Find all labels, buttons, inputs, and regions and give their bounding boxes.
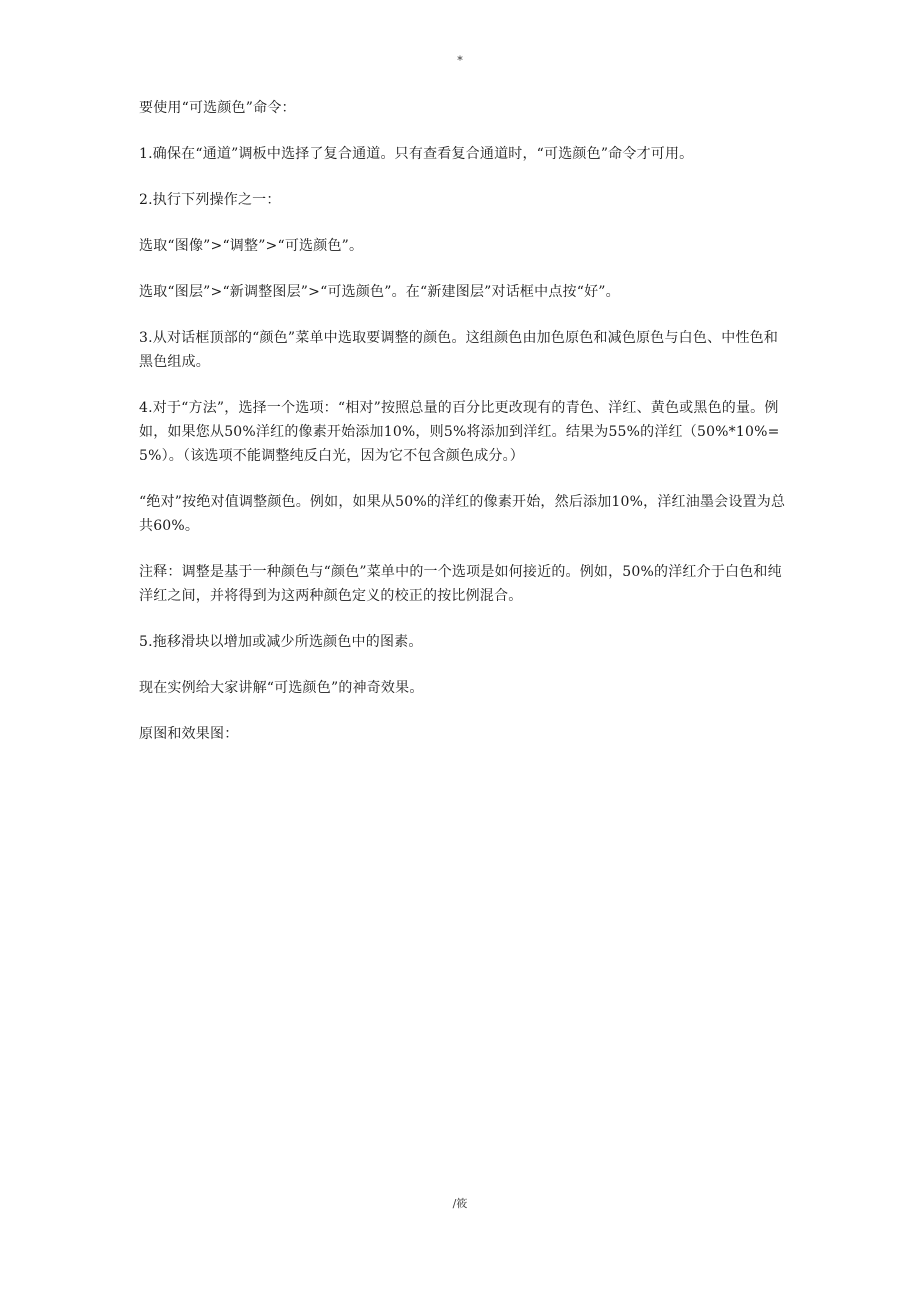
menu-path-image: 选取“图像”>“调整”>“可选颜色”。 (139, 238, 364, 254)
menu-path-layer: 选取“图层”>“新调整图层”>“可选颜色”。在“新建图层”对话框中点按“好”。 (139, 284, 620, 300)
intro-line: 要使用“可选颜色”命令： (139, 100, 296, 116)
step-4-paragraph: 4.对于“方法”，选择一个选项：“相对”按照总量的百分比更改现有的青色、洋红、黄色或黑色的量。例如，如果您从50%洋红的像素开始添加10%，则5%将添加到洋红。结果为55%的洋红（50%*10%=5%）。（该选项不能调整纯反白光，因为它不包含颜色成分。） (139, 400, 780, 464)
step-5-paragraph: 5.拖移滑块以增加或减少所选颜色中的图素。 (139, 634, 423, 650)
example-intro-paragraph: 现在实例给大家讲解“可选颜色”的神奇效果。 (139, 680, 424, 696)
note-paragraph: 注释：调整是基于一种颜色与“颜色”菜单中的一个选项是如何接近的。例如，50%的洋红介于白色和纯洋红之间，并将得到为这两种颜色定义的校正的按比例混合。 (139, 564, 782, 604)
page-footer-mark: /筱 (452, 1197, 468, 1210)
absolute-method-paragraph: “绝对”按绝对值调整颜色。例如，如果从50%的洋红的像素开始，然后添加10%，洋红油墨会设置为总共60%。 (139, 494, 786, 534)
step-1-paragraph: 1.确保在“通道”调板中选择了复合通道。只有查看复合通道时，“可选颜色”命令才可用。 (139, 146, 694, 162)
page-header-mark: * (457, 54, 463, 67)
step-3-paragraph: 3.从对话框顶部的“颜色”菜单中选取要调整的颜色。这组颜色由加色原色和减色原色与白色、中性色和黑色组成。 (139, 330, 779, 370)
before-after-caption: 原图和效果图： (139, 726, 239, 742)
step-2-paragraph: 2.执行下列操作之一： (139, 192, 281, 208)
document-body (139, 96, 789, 768)
